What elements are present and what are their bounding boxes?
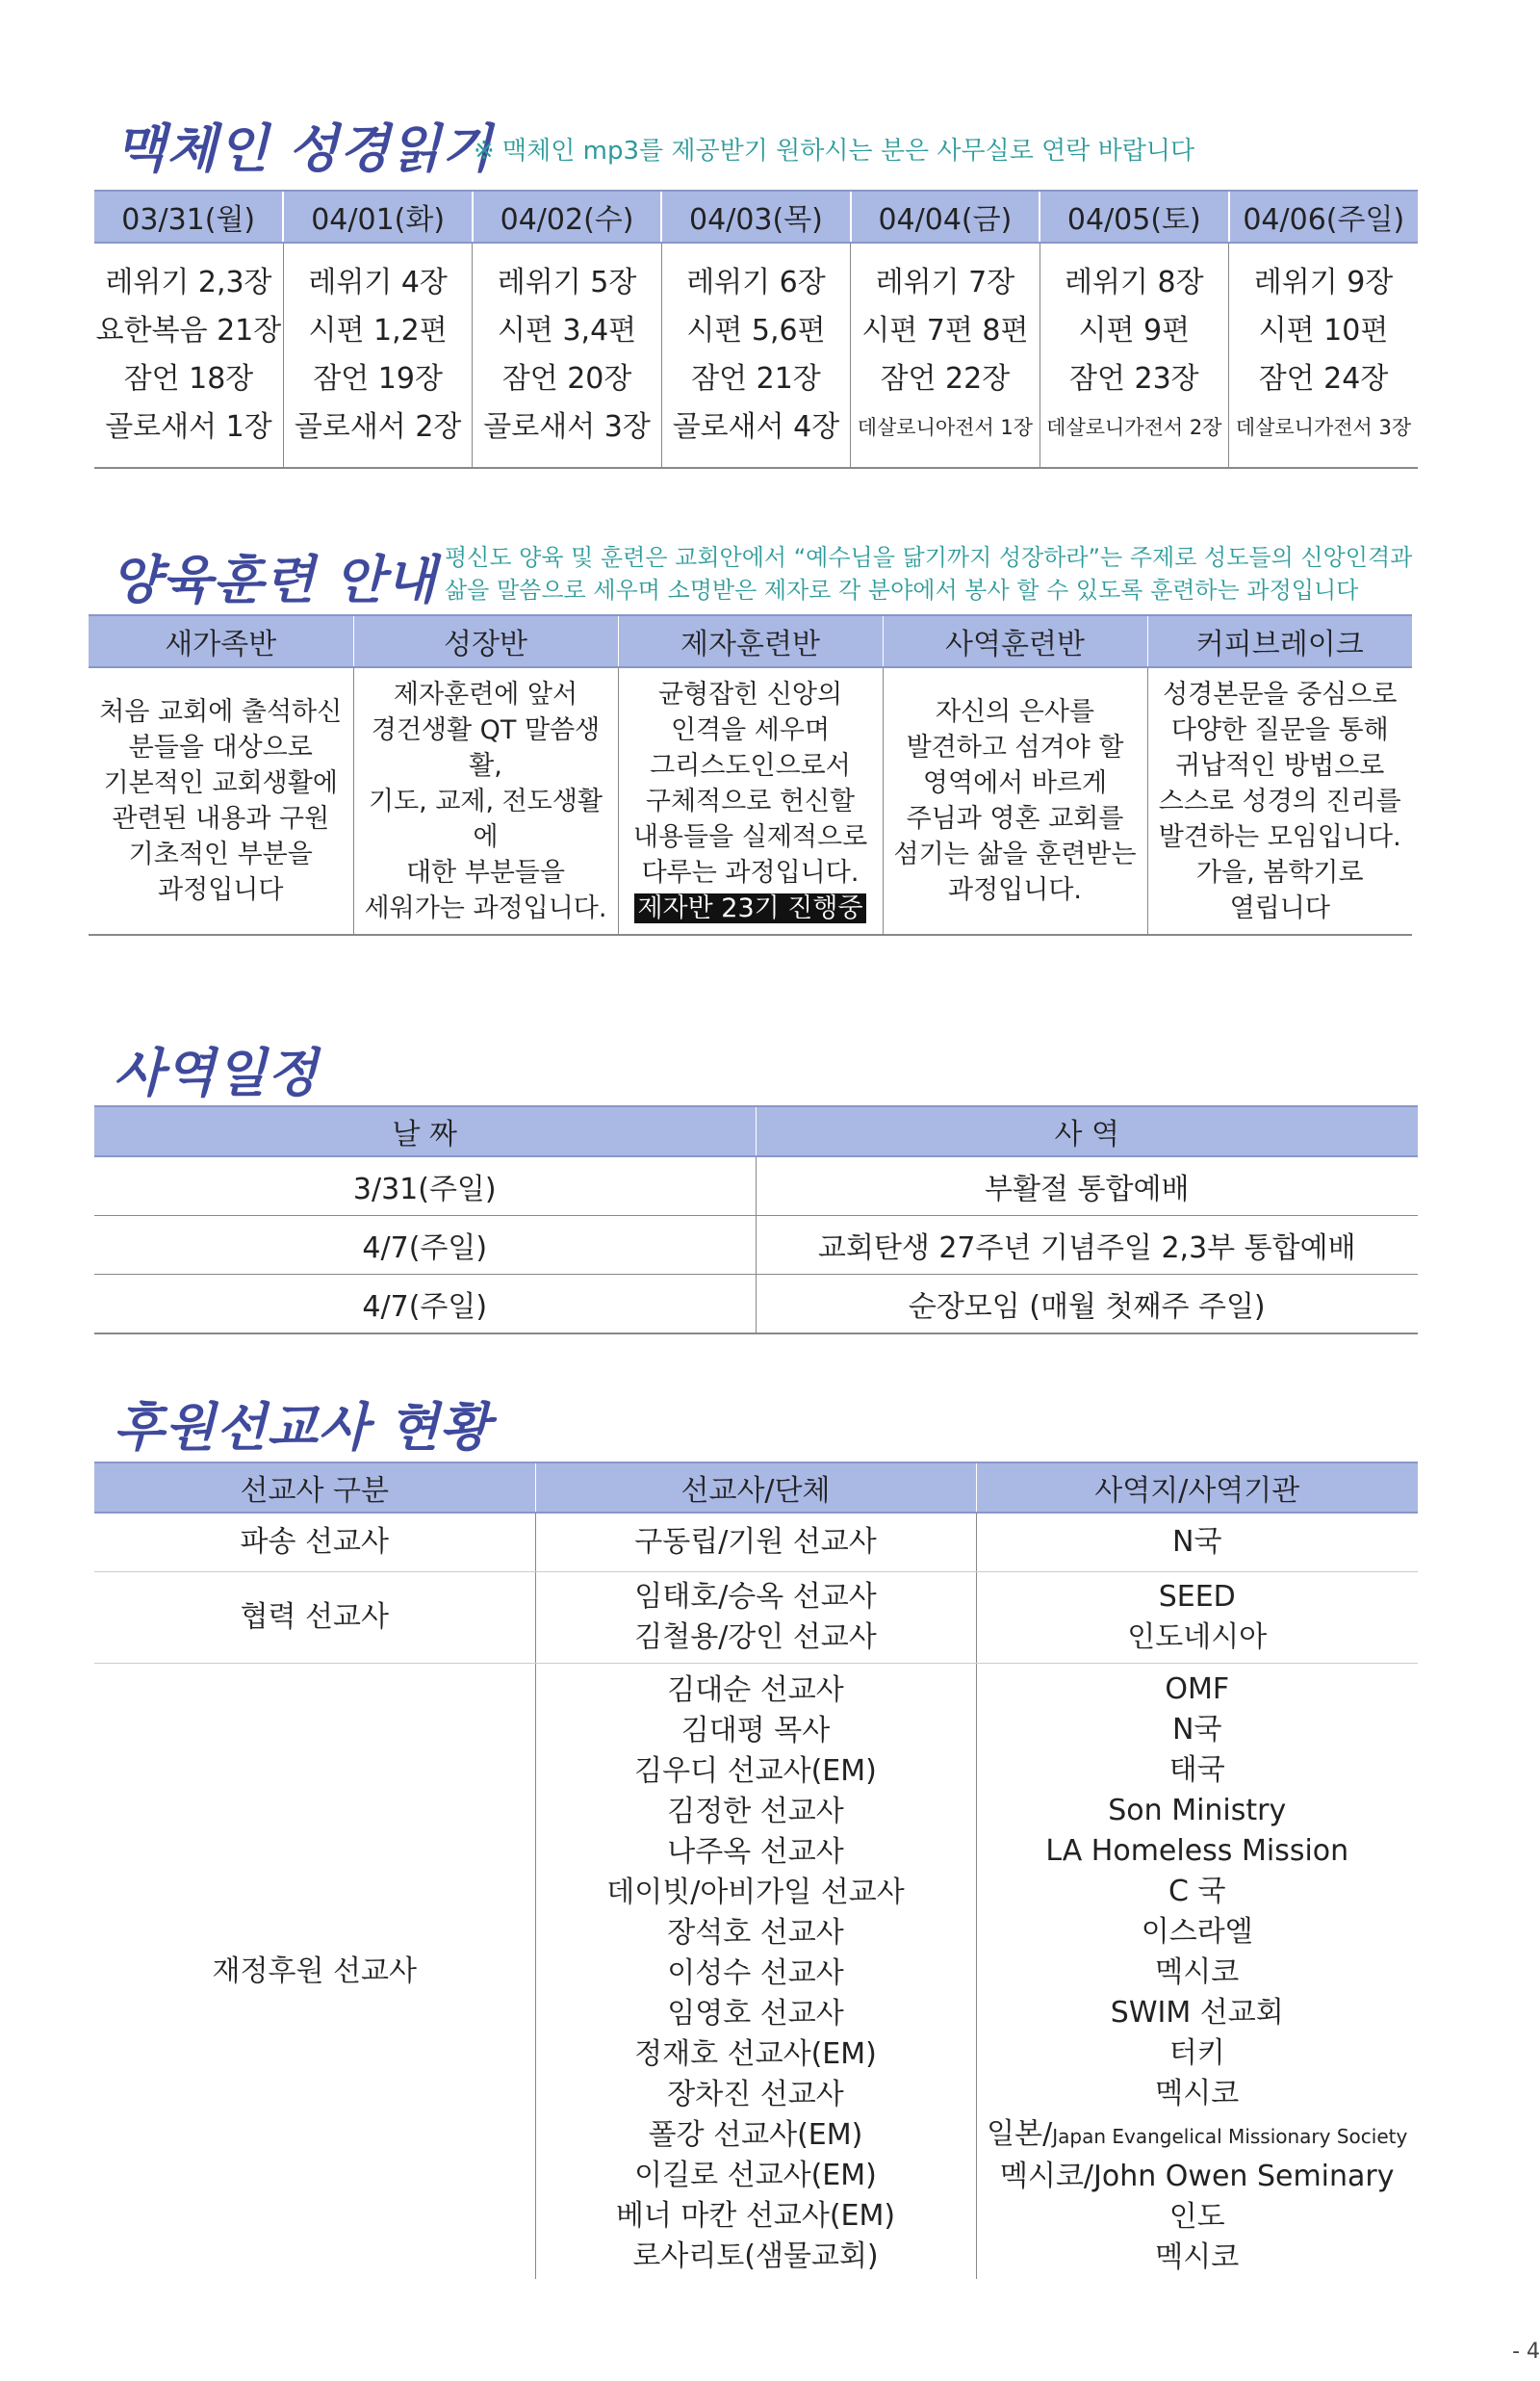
bible-reading-title: 맥체인 성경읽기: [116, 118, 493, 179]
missionary-place-prefix: 일본/: [987, 2117, 1053, 2151]
training-table: [89, 614, 1412, 936]
missionary-place: 이스라엘: [1141, 1915, 1253, 1949]
missionary-place: 인도: [1168, 2200, 1225, 2234]
desc-line: 내용들을 실제적으로: [632, 821, 868, 852]
table-row: [94, 1275, 1418, 1334]
schedule-event: 부활절 통합예배: [756, 1156, 1418, 1216]
desc-line: 과정입니다: [158, 875, 284, 905]
course-description: [1147, 667, 1412, 935]
desc-line: 세워가는 과정입니다.: [364, 893, 607, 923]
reading: 시편 10편: [1258, 314, 1389, 348]
missionary-names: [535, 1572, 976, 1664]
name-header: 선교사/단체: [535, 1462, 976, 1513]
reading: 데살로니가전서 3장: [1235, 416, 1412, 439]
missionary-place: 멕시코: [1155, 1955, 1240, 1989]
training-note-line1: 평신도 양육 및 훈련은 교회안에서 “예수님을 닮기까지 성장하라”는 주제로 성도들의 신앙인격과: [445, 544, 1413, 571]
day-readings: [94, 243, 283, 468]
schedule-table: [94, 1105, 1418, 1334]
desc-line: 제자훈련에 앞서: [393, 679, 578, 710]
missionary-place: N국: [1172, 1713, 1222, 1747]
desc-line: 기본적인 교회생활에: [103, 768, 338, 798]
reading: 시편 9편: [1078, 314, 1191, 348]
desc-line: 대한 부분들을: [405, 857, 566, 888]
reading: 잠언 21장: [691, 362, 821, 396]
schedule-date: 4/7(주일): [94, 1275, 756, 1334]
desc-line: 처음 교회에 출석하신: [99, 697, 343, 727]
reading: 골로새서 1장: [105, 410, 272, 444]
page-number: - 4: [1512, 2340, 1540, 2364]
missionary-place: Son Ministry: [1108, 1794, 1287, 1827]
desc-line: 그리스도인으로서: [650, 750, 851, 781]
missionary-name: 장석호 선교사: [667, 1916, 844, 1950]
missionary-name: 김우디 선교사(EM): [634, 1754, 877, 1788]
missionary-name: 구동립/기원 선교사: [634, 1525, 877, 1559]
course-header: 사역훈련반: [883, 615, 1147, 667]
reading: 레위기 9장: [1253, 266, 1394, 299]
missionary-name: 김대평 목사: [680, 1714, 831, 1747]
missionary-title: 후원선교사 현황: [114, 1397, 491, 1458]
missionary-place: [978, 2114, 1418, 2157]
schedule-event: 순장모임 (매월 첫째주 주일): [756, 1275, 1418, 1334]
missionary-place: 터키: [1168, 2036, 1225, 2070]
training-header-row: [89, 615, 1412, 667]
progress-highlight-badge: 제자반 23기 진행중: [634, 893, 865, 923]
reading: 레위기 8장: [1065, 266, 1204, 299]
missionary-name: 김철용/강인 선교사: [634, 1620, 877, 1654]
missionary-name: 로사리토(샘물교회): [632, 2239, 879, 2273]
missionary-category: 재정후원 선교사: [212, 1954, 417, 1988]
desc-line: 영역에서 바르게: [922, 768, 1108, 798]
desc-line: 기도, 교제, 전도생활에: [369, 786, 603, 852]
course-description: [618, 667, 883, 935]
schedule-date: 3/31(주일): [94, 1156, 756, 1216]
schedule-header-row: [94, 1106, 1418, 1156]
missionary-name: 임태호/승옥 선교사: [634, 1580, 877, 1614]
course-description: [353, 667, 618, 935]
desc-line: 관련된 내용과 구원: [112, 804, 330, 834]
day-readings: [473, 243, 661, 468]
missionary-places: [976, 1664, 1418, 2280]
desc-line: 분들을 대상으로: [128, 733, 313, 763]
desc-line: 열립니다: [1229, 893, 1330, 923]
missionary-place: SEED: [1158, 1580, 1236, 1614]
bible-reading-table: [94, 190, 1418, 469]
day-header: 04/03(목): [661, 191, 850, 243]
day-header: 03/31(월): [94, 191, 283, 243]
table-row: [94, 1156, 1418, 1216]
day-readings: [851, 243, 1040, 468]
missionary-category: 파송 선교사: [94, 1513, 535, 1572]
reading: 잠언 20장: [501, 362, 632, 396]
course-description: [89, 667, 353, 935]
place-header: 사역지/사역기관: [976, 1462, 1418, 1513]
table-row: [94, 1572, 1418, 1664]
desc-line: 인격을 세우며: [670, 714, 831, 745]
reading: 시편 3,4편: [497, 314, 637, 348]
reading: 골로새서 4장: [672, 410, 840, 444]
desc-line: 자신의 은사를: [935, 697, 1095, 727]
missionary-category: 협력 선교사: [94, 1572, 535, 1664]
schedule-title: 사역일정: [114, 1043, 319, 1103]
missionary-name: 김대순 선교사: [667, 1673, 844, 1707]
reading: 잠언 19장: [313, 362, 443, 396]
reading: 시편 5,6편: [686, 314, 826, 348]
missionary-place: SWIM 선교회: [1110, 1996, 1284, 2030]
event-header: 사 역: [756, 1106, 1418, 1156]
desc-line: 발견하는 모임입니다.: [1158, 821, 1401, 852]
bible-header-row: [94, 191, 1418, 243]
course-header: 성장반: [353, 615, 618, 667]
desc-line: 다루는 과정입니다.: [641, 857, 860, 888]
missionary-name: 김정한 선교사: [667, 1795, 844, 1828]
missionary-place: N국: [1172, 1525, 1222, 1559]
day-header: 04/04(금): [851, 191, 1040, 243]
day-readings: [1040, 243, 1228, 468]
missionary-names: [535, 1513, 976, 1572]
missionary-place: OMF: [1165, 1672, 1230, 1706]
missionary-name: 임영호 선교사: [667, 1997, 844, 2031]
reading: 레위기 6장: [686, 266, 826, 299]
course-header: 제자훈련반: [618, 615, 883, 667]
desc-line: 귀납적인 방법으로: [1175, 750, 1385, 781]
missionary-places: [976, 1572, 1418, 1664]
bible-reading-note: ※ 맥체인 mp3를 제공받기 원하시는 분은 사무실로 연락 바랍니다: [474, 137, 1195, 166]
desc-line: 기초적인 부분을: [128, 840, 313, 869]
table-row: [94, 1216, 1418, 1275]
missionary-name: 베너 마칸 선교사(EM): [615, 2199, 896, 2233]
reading: 레위기 7장: [875, 266, 1015, 299]
desc-line: 과정입니다.: [948, 875, 1082, 905]
missionary-place: 멕시코: [1155, 2240, 1240, 2274]
reading: 요한복음 21장: [95, 314, 282, 348]
desc-line: 다양한 질문을 통해: [1170, 714, 1389, 745]
desc-line: 균형잡힌 신앙의: [657, 679, 843, 710]
bible-readings-row: [94, 243, 1418, 468]
missionary-name: 이성수 선교사: [667, 1956, 844, 1990]
reading: 데살로니가전서 2장: [1046, 416, 1222, 439]
missionary-place: C 국: [1168, 1875, 1226, 1908]
missionary-name: 장차진 선교사: [667, 2078, 844, 2111]
training-note-line2: 삶을 말씀으로 세우며 소명받은 제자로 각 분야에서 봉사 할 수 있도록 훈련하는 과정입니다: [445, 577, 1359, 604]
day-header: 04/02(수): [473, 191, 661, 243]
reading: 잠언 24장: [1258, 362, 1389, 396]
missionary-place: 멕시코: [1155, 2077, 1240, 2110]
reading: 시편 1,2편: [308, 314, 448, 348]
desc-line: 성경본문을 중심으로: [1163, 679, 1398, 710]
reading: 잠언 23장: [1068, 362, 1199, 396]
missionary-place: 태국: [1168, 1753, 1225, 1787]
missionary-names: [535, 1664, 976, 2280]
day-header: 04/01(화): [283, 191, 472, 243]
day-readings: [661, 243, 850, 468]
table-row: [94, 1664, 1418, 2280]
course-description: [883, 667, 1147, 935]
missionary-places: [976, 1513, 1418, 1572]
reading: 잠언 18장: [123, 362, 254, 396]
reading: 잠언 22장: [880, 362, 1011, 396]
desc-line: 섬기는 삶을 훈련받는: [893, 840, 1137, 869]
course-header: 새가족반: [89, 615, 353, 667]
missionary-name: 나주옥 선교사: [667, 1835, 844, 1869]
schedule-event: 교회탄생 27주년 기념주일 2,3부 통합예배: [756, 1216, 1418, 1275]
missionary-header-row: [94, 1462, 1418, 1513]
reading: 골로새서 2장: [294, 410, 462, 444]
reading: 레위기 4장: [308, 266, 448, 299]
missionary-name: 이길로 선교사(EM): [634, 2159, 877, 2192]
missionary-name: 정재호 선교사(EM): [634, 2037, 877, 2071]
day-readings: [1229, 243, 1418, 468]
desc-line: 스스로 성경의 진리를: [1158, 786, 1401, 816]
missionary-table: [94, 1462, 1418, 2279]
missionary-name: 데이빗/아비가일 선교사: [606, 1876, 905, 1909]
day-header: 04/05(토): [1040, 191, 1228, 243]
desc-line: 경건생활 QT 말씀생활,: [371, 714, 601, 781]
missionary-place: 멕시코/John Owen Seminary: [999, 2160, 1395, 2193]
reading: 레위기 5장: [497, 266, 637, 299]
date-header: 날 짜: [94, 1106, 756, 1156]
reading: 골로새서 3장: [483, 410, 651, 444]
missionary-name: 폴강 선교사(EM): [648, 2118, 863, 2152]
missionary-place: LA Homeless Mission: [1045, 1834, 1349, 1868]
desc-line: 발견하고 섬겨야 할: [906, 733, 1124, 763]
desc-line: 가을, 봄학기로: [1195, 857, 1364, 888]
training-title: 양육훈련 안내: [111, 550, 437, 610]
day-header: 04/06(주일): [1229, 191, 1418, 243]
reading: 데살로니아전서 1장: [857, 416, 1034, 439]
day-readings: [283, 243, 472, 468]
missionary-place-detail: Japan Evangelical Missionary Society: [1052, 2125, 1408, 2148]
training-desc-row: [89, 667, 1412, 935]
course-header: 커피브레이크: [1147, 615, 1412, 667]
reading: 레위기 2,3장: [105, 266, 272, 299]
desc-line: 구체적으로 헌신할: [645, 786, 856, 816]
desc-line: 주님과 영혼 교회를: [906, 804, 1124, 834]
category-header: 선교사 구분: [94, 1462, 535, 1513]
schedule-date: 4/7(주일): [94, 1216, 756, 1275]
reading: 시편 7편 8편: [861, 314, 1029, 348]
table-row: [94, 1513, 1418, 1572]
missionary-place: 인도네시아: [1127, 1620, 1268, 1654]
